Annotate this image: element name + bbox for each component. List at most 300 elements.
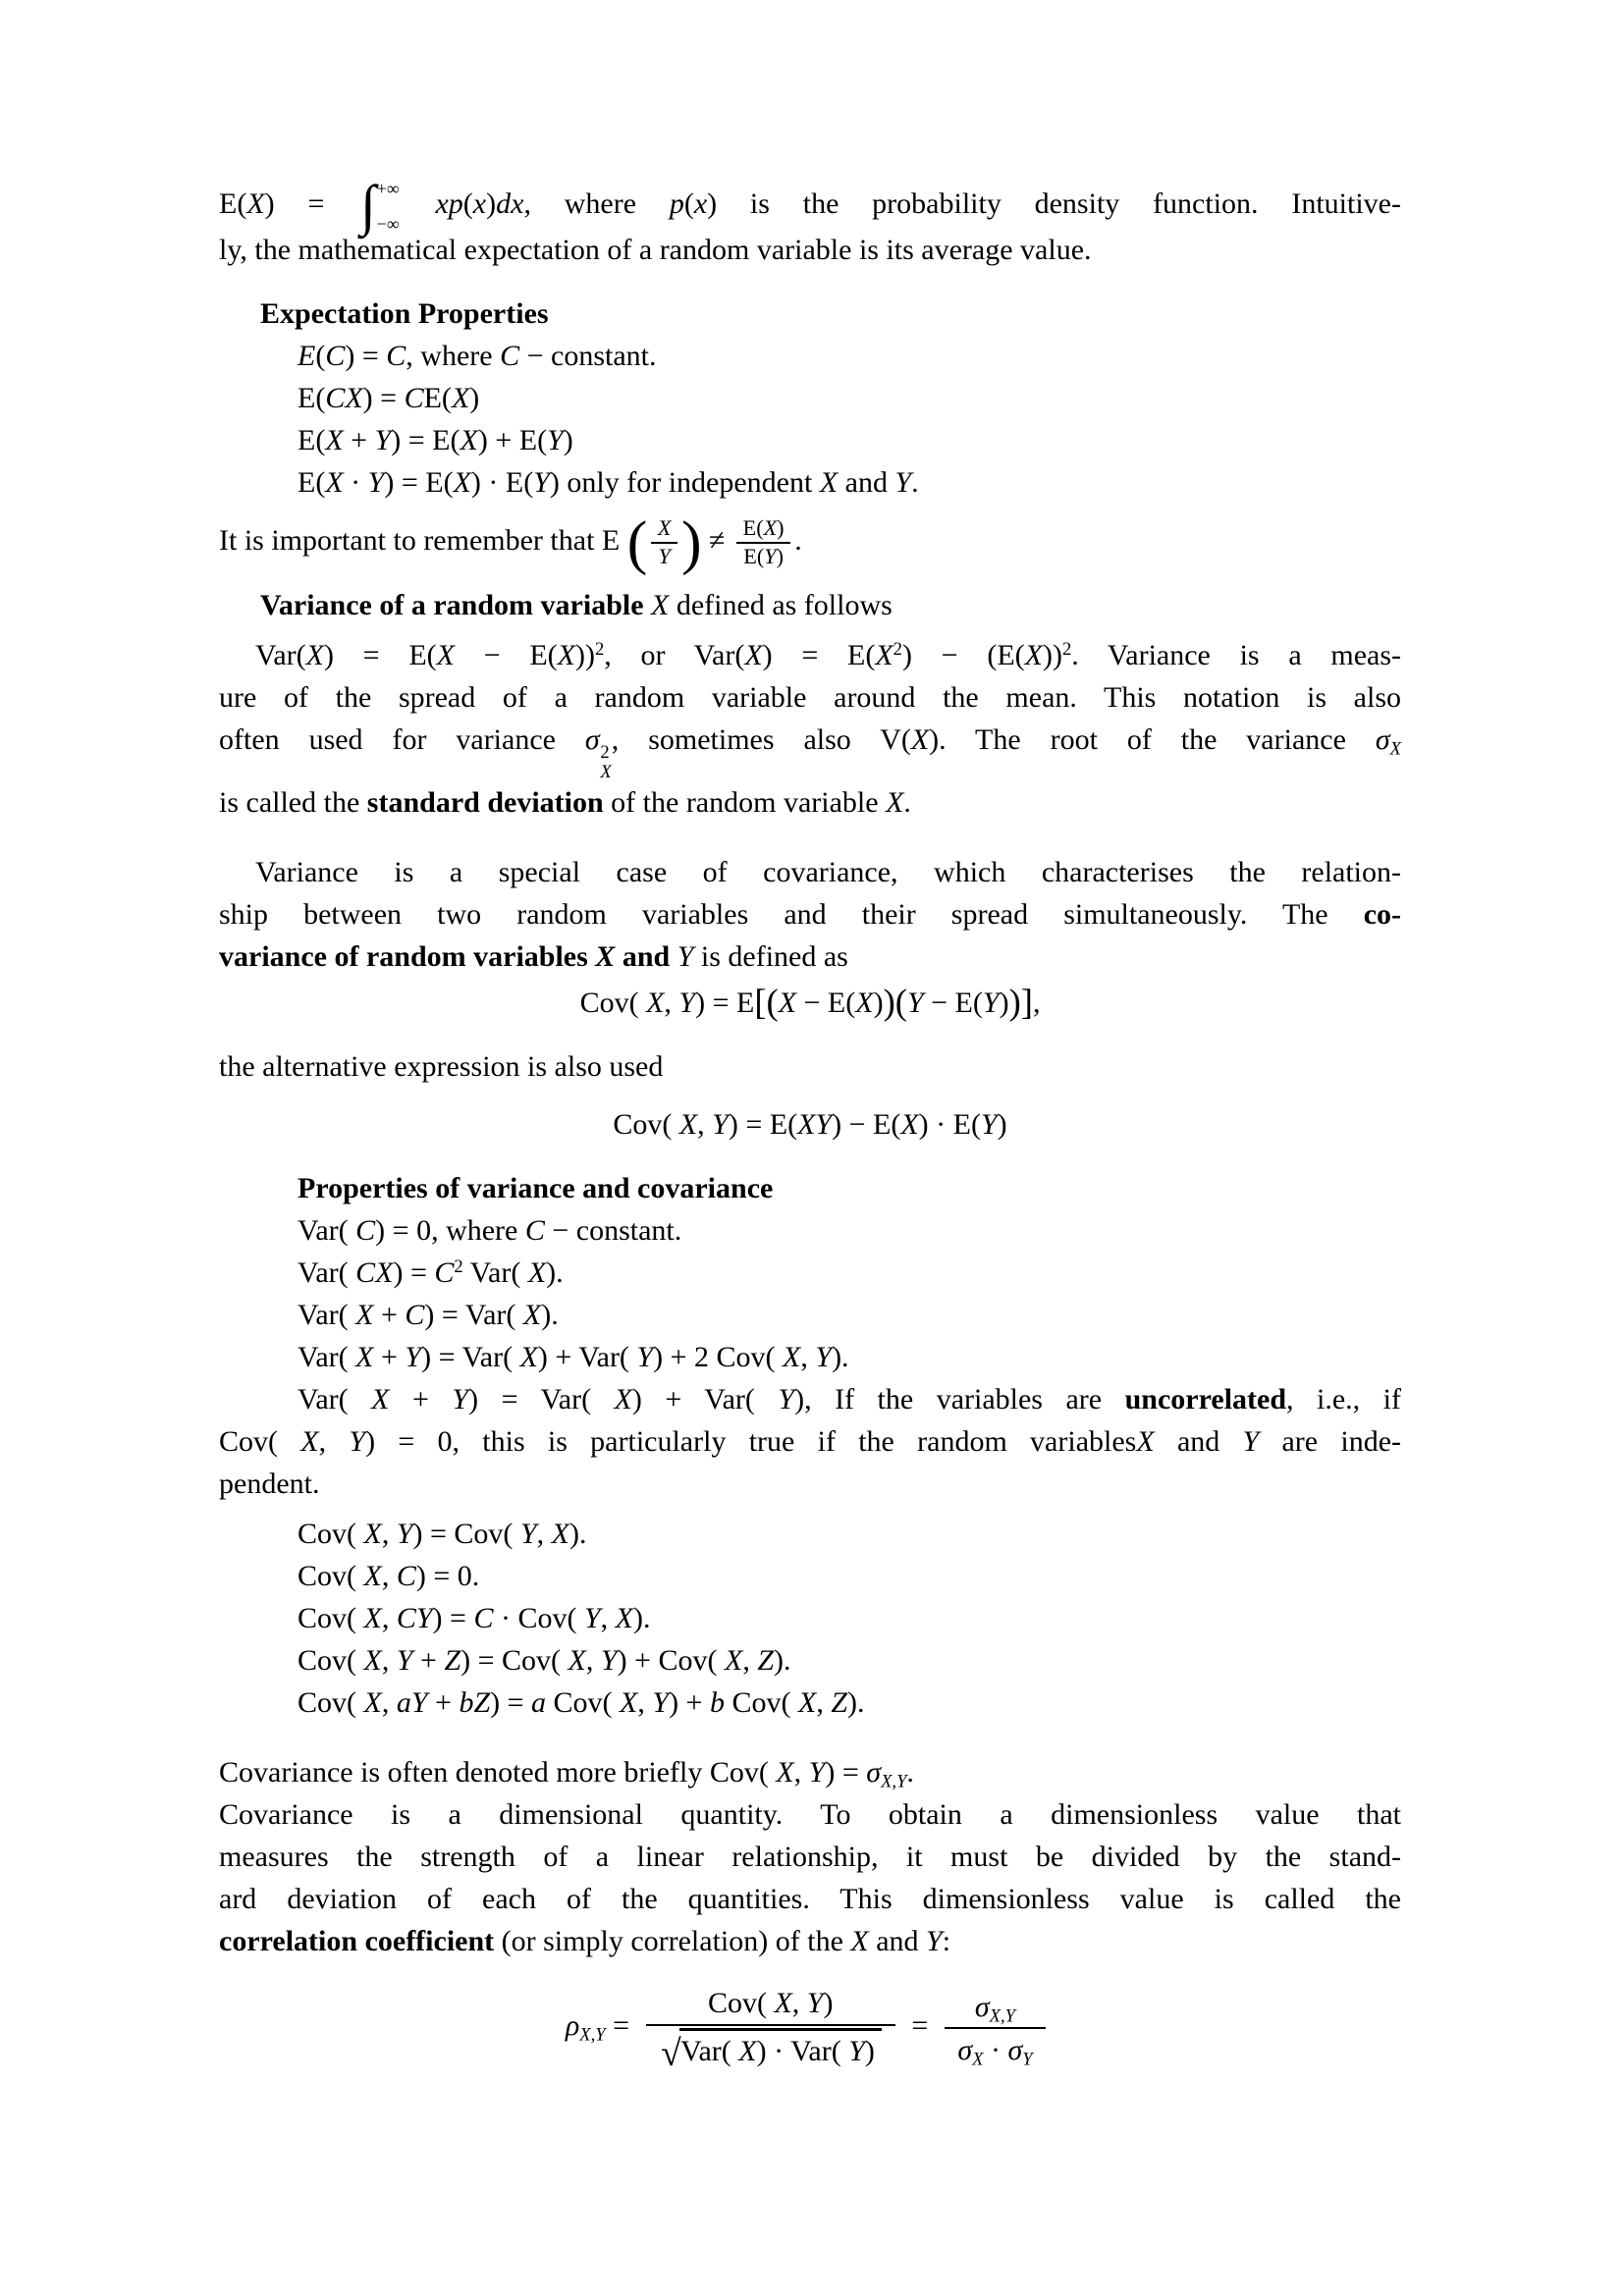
text-run: variance of random variables: [219, 940, 596, 974]
text-run: :: [942, 1925, 951, 1958]
text-run: and: [838, 465, 895, 499]
integral-limits: [376, 179, 400, 235]
text-run: .: [903, 786, 911, 820]
text-run: Var(: [255, 638, 306, 671]
text-run: is defined as: [693, 940, 848, 974]
upper-limit: +∞: [376, 179, 400, 199]
text-run: X: [1389, 738, 1401, 760]
text-run: Cov(: [298, 1686, 364, 1720]
text-run: ,: [585, 1644, 601, 1678]
text-run: X: [363, 1560, 382, 1593]
text-run: ) is the probability density function. Intuitive-: [707, 187, 1401, 220]
text-run: +: [412, 1644, 445, 1678]
text-run: (: [626, 509, 648, 577]
text-run: ) = E(: [728, 1108, 798, 1142]
text-run: Y: [547, 423, 564, 456]
intro-line-2: ly, the mathematical expectation of a random variable is its average value.: [219, 233, 1092, 266]
denominator: [651, 544, 677, 570]
fraction: [646, 1984, 895, 2072]
var-property-uncorrelated-line-3: pendent.: [219, 1468, 320, 1501]
denominator: [646, 2026, 895, 2072]
text-run: ).: [832, 1341, 849, 1374]
text-run: X: [300, 1425, 319, 1459]
text-run: Y: [1022, 2049, 1033, 2070]
text-run: E(: [298, 381, 326, 414]
text-run: X: [744, 638, 763, 671]
var-property-uncorrelated-line-2: [219, 1420, 1401, 1463]
text-run: ,: [742, 1644, 758, 1678]
numerator: [736, 515, 790, 544]
text-run: X: [551, 1518, 569, 1551]
text-run: ) = Var(: [424, 1299, 523, 1332]
text-run: . Variance is a meas-: [1071, 638, 1401, 671]
text-run: 2: [454, 1256, 463, 1278]
text-run: Y: [519, 1518, 537, 1551]
formula-cov-alternative: [219, 1103, 1401, 1146]
text-run: Y: [658, 544, 671, 569]
text-run: , where: [406, 339, 501, 372]
text-run: ) =: [264, 187, 358, 220]
text-run: ) + E(: [477, 423, 548, 456]
text-run: Cov(: [298, 1560, 364, 1593]
text-run: X: [724, 1644, 743, 1678]
text-run: E(: [298, 423, 326, 456]
text-run: σ: [584, 722, 600, 756]
text-run: Y: [1242, 1425, 1260, 1459]
text-run: , sometimes also V(: [611, 722, 911, 756]
text-run: C: [396, 1560, 416, 1593]
text-run: X: [246, 187, 265, 220]
var-property-shift: [298, 1294, 1401, 1336]
text-run: Z: [831, 1686, 847, 1720]
text-run: X: [678, 1108, 698, 1142]
text-run: E(: [298, 465, 326, 499]
text-run: (: [315, 339, 326, 372]
text-run: Y: [815, 1341, 833, 1374]
text-run: p: [669, 187, 684, 220]
correlation-para-line-4: [219, 1920, 1401, 1962]
text-run: ) · E(: [918, 1108, 981, 1142]
formula-e-product: [298, 461, 1401, 504]
text-run: ·: [983, 2034, 1008, 2067]
text-run: ,: [816, 1686, 832, 1720]
text-run: ) = Cov(: [460, 1644, 568, 1678]
text-run: X: [568, 1644, 586, 1678]
text-run: ,: [600, 1602, 616, 1635]
text-run: X: [620, 1686, 638, 1720]
text-run: Y: [396, 1644, 413, 1678]
text-run: (: [462, 187, 473, 220]
text-run: E(: [742, 514, 764, 540]
text-run: ).: [568, 1518, 587, 1551]
text-run: X: [886, 786, 904, 820]
text-run: X: [875, 638, 893, 671]
covariance-para-line-3: [219, 935, 1401, 978]
text-run: is called the: [219, 786, 367, 820]
text-run: X: [1024, 638, 1043, 671]
text-run: ,: [536, 1518, 552, 1551]
text-run: )): [1042, 638, 1062, 671]
text-run: .: [794, 523, 802, 557]
text-run: X: [778, 987, 797, 1020]
text-run: Y: [894, 465, 912, 499]
text-run: X: [657, 514, 672, 540]
text-run: − E(: [796, 987, 856, 1020]
text-run: ).: [546, 1256, 564, 1290]
text-run: Cov(: [546, 1686, 621, 1720]
heading-expectation-properties: Expectation Properties: [260, 296, 549, 330]
text-run: Y: [678, 987, 696, 1020]
text-run: Y: [806, 1987, 824, 2020]
text-run: ): [469, 381, 480, 414]
text-run: ).: [847, 1686, 865, 1720]
text-run: of the random variable: [603, 786, 887, 820]
text-run: ): [873, 987, 884, 1020]
heading-variance: [260, 584, 1401, 626]
text-run: ): [776, 544, 784, 569]
text-run: Z: [444, 1644, 461, 1678]
text-run: X: [595, 940, 616, 974]
text-run: ,: [800, 1341, 816, 1374]
text-run: ) = 0, this is particularly true if the random variables: [365, 1425, 1137, 1459]
text-run: ) + Var(: [631, 1383, 779, 1416]
text-run: X,Y: [989, 2005, 1016, 2027]
text-run: Y: [583, 1602, 601, 1635]
text-run: defined as follows: [669, 588, 893, 621]
numerator: [646, 1984, 895, 2026]
superscript: 2: [600, 742, 610, 764]
text-run: and: [1154, 1425, 1243, 1459]
text-run: X: [460, 423, 478, 456]
text-run: ρ: [565, 2009, 580, 2043]
text-run: ) − (E(: [901, 638, 1025, 671]
text-run: are inde-: [1259, 1425, 1402, 1459]
text-run: ).: [541, 1299, 559, 1332]
text-run: Y: [600, 1644, 618, 1678]
text-run: Y: [367, 465, 385, 499]
text-run: ): [486, 187, 497, 220]
text-run: XY: [797, 1108, 833, 1142]
text-run: X: [776, 1756, 794, 1789]
square-root: [659, 2028, 882, 2074]
text-run: ) =: [393, 1256, 435, 1290]
text-run: bZ: [459, 1686, 491, 1720]
text-run: [: [754, 982, 767, 1023]
text-run: correlation coefficient: [219, 1925, 495, 1958]
text-run: ) + 2 Cov(: [653, 1341, 784, 1374]
text-run: ,: [381, 1560, 397, 1593]
text-run: Y: [652, 1686, 670, 1720]
formula-correlation-coefficient: [219, 1978, 1401, 2072]
text-run: X: [522, 1299, 542, 1332]
text-run: C: [386, 339, 406, 372]
text-run: X: [436, 638, 455, 671]
cov-property-symmetry: [298, 1513, 1401, 1555]
text-run: ). The root of the variance: [929, 722, 1376, 756]
text-run: σ: [866, 1756, 882, 1789]
text-run: Var(: [298, 1214, 356, 1248]
text-run: CX: [355, 1256, 394, 1290]
text-run: Covariance is often denoted more briefly Cov(: [219, 1756, 777, 1789]
text-run: X: [819, 465, 839, 499]
text-run: standard deviation: [366, 786, 604, 820]
cov-property-scale: [298, 1597, 1401, 1639]
text-run: ) = E(: [391, 423, 460, 456]
text-run: (: [766, 982, 779, 1023]
text-run: E(: [423, 381, 452, 414]
alt-expression-line: the alternative expression is also used: [219, 1050, 664, 1084]
formula-e-sum: [298, 419, 1401, 461]
text-run: +: [427, 1686, 460, 1720]
text-run: X: [900, 1108, 919, 1142]
text-run: ≠: [701, 523, 733, 557]
formula-e-constant: [298, 335, 1401, 377]
text-run: =: [903, 2009, 936, 2043]
text-run: X: [355, 1341, 374, 1374]
text-run: Var(: [298, 1299, 356, 1332]
text-run: Y: [349, 1425, 366, 1459]
text-run: ) + Var(: [537, 1341, 637, 1374]
text-run: co-: [1363, 898, 1401, 932]
text-run: ) =: [490, 1686, 532, 1720]
text-run: X: [614, 1383, 632, 1416]
cov-property-additivity: [298, 1639, 1401, 1682]
denominator: [736, 544, 790, 570]
text-run: Y: [980, 1108, 998, 1142]
text-run: , or Var(: [604, 638, 745, 671]
text-run: ) only for independent: [549, 465, 820, 499]
text-run: ) +: [669, 1686, 710, 1720]
subscript: X: [600, 761, 612, 782]
text-run: X: [783, 1341, 801, 1374]
text-run: ,: [793, 1756, 809, 1789]
text-run: Y: [906, 987, 924, 1020]
text-run: Z: [757, 1644, 774, 1678]
text-run: +: [373, 1341, 406, 1374]
text-run: ,: [1032, 987, 1041, 1020]
text-run: Y: [533, 465, 550, 499]
fraction: [651, 515, 677, 570]
text-run: X: [453, 465, 471, 499]
text-run: σ: [957, 2034, 973, 2067]
text-run: [403, 187, 436, 220]
cov-property-linearity: [298, 1682, 1401, 1724]
text-run: x: [472, 187, 487, 220]
text-run: ): [823, 1987, 834, 2020]
variance-para-line-2: ure of the spread of a random variable around the mean. This notation is also: [219, 680, 1401, 714]
text-run: Cov(: [298, 1644, 364, 1678]
text-run: Cov(: [298, 1518, 364, 1551]
text-run: .: [906, 1756, 914, 1789]
text-run: E(: [219, 187, 247, 220]
text-run: Y: [982, 987, 1000, 1020]
text-run: X: [855, 987, 874, 1020]
text-run: X: [371, 1383, 390, 1416]
text-run: 2: [893, 638, 902, 660]
text-run: C: [404, 381, 424, 414]
text-run: Cov(: [579, 987, 647, 1020]
text-run: Var(: [462, 1256, 528, 1290]
text-run: Cov(: [613, 1108, 679, 1142]
text-run: Cov(: [707, 1987, 775, 2020]
variance-para-line-3: [219, 719, 1401, 781]
text-run: X: [738, 2035, 757, 2068]
text-run: X: [363, 1686, 382, 1720]
text-run: 2: [1061, 638, 1072, 660]
heading-properties: Properties of variance and covariance: [298, 1172, 774, 1205]
text-run: C: [524, 1214, 545, 1248]
text-run: ): [997, 1108, 1007, 1142]
text-run: Var(: [298, 1341, 356, 1374]
text-run: +: [373, 1299, 406, 1332]
text-run: and: [615, 940, 677, 974]
text-run: ): [681, 509, 702, 577]
text-run: xp: [435, 187, 463, 220]
text-run: Cov(: [724, 1686, 798, 1720]
text-run: ): [777, 514, 785, 540]
lower-limit: −∞: [376, 214, 400, 235]
text-run: X: [774, 1987, 792, 2020]
integral-sign: ∫: [360, 175, 376, 238]
text-run: (: [683, 187, 694, 220]
covariance-para-line-1: Variance is a special case of covariance, which characterises the relation-: [255, 856, 1401, 889]
text-run: ,: [318, 1425, 350, 1459]
var-property-constant: [298, 1209, 1401, 1252]
text-run: X: [325, 465, 344, 499]
var-property-scale: [298, 1252, 1401, 1294]
correlation-para-line-2: measures the strength of a linear relationship, it must be divided by the stand-: [219, 1841, 1401, 1874]
text-run: X: [363, 1644, 382, 1678]
text-run: ): [563, 423, 573, 456]
var-property-uncorrelated-line-1: [298, 1378, 1401, 1420]
text-run: X: [797, 1686, 817, 1720]
text-run: ,: [381, 1644, 397, 1678]
text-run: (or simply correlation) of the: [494, 1925, 851, 1958]
text-run: +: [343, 423, 375, 456]
text-run: ,: [791, 1987, 807, 2020]
text-run: σ: [974, 1990, 990, 2023]
text-run: ).: [632, 1602, 651, 1635]
text-run: ), If the variables are: [794, 1383, 1125, 1416]
text-run: and: [868, 1925, 927, 1958]
text-run: Y: [848, 2035, 865, 2068]
text-run: ): [999, 987, 1009, 1020]
text-run: It is important to remember that E: [219, 523, 627, 557]
text-run: E: [298, 339, 316, 372]
text-run: ) =: [432, 1602, 474, 1635]
text-run: ·: [343, 465, 368, 499]
text-run: ship between two random variables and their spread simultaneously. The: [219, 898, 1364, 932]
text-run: often used for variance: [219, 722, 585, 756]
variance-para-line-4: [219, 781, 1401, 824]
text-run: Y: [778, 1383, 795, 1416]
text-run: X,Y: [579, 2024, 606, 2046]
formula-e-ratio-warning: [219, 506, 1401, 576]
text-run: ) = E: [695, 987, 755, 1020]
text-run: ).: [774, 1644, 791, 1678]
text-run: Y: [808, 1756, 826, 1789]
text-run: ,: [664, 987, 679, 1020]
text-run: ) = E(: [762, 638, 876, 671]
text-run: ) = 0, where: [375, 1214, 525, 1248]
text-run: X: [615, 1602, 633, 1635]
text-run: ,: [381, 1686, 397, 1720]
text-run: Y: [712, 1108, 729, 1142]
text-run: − constant.: [544, 1214, 682, 1248]
text-run: ) =: [345, 339, 387, 372]
text-run: X: [519, 1341, 538, 1374]
text-run: X: [325, 423, 344, 456]
text-run: Var(: [298, 1383, 372, 1416]
radical-sign: √: [661, 2033, 681, 2074]
text-run: X: [527, 1256, 547, 1290]
text-run: X: [972, 2049, 984, 2070]
text-run: Y: [926, 1925, 943, 1958]
text-run: ): [864, 2035, 875, 2068]
text-run: a: [531, 1686, 547, 1720]
text-run: ]: [1020, 982, 1033, 1023]
brief-notation-line: [219, 1751, 1401, 1793]
text-run: − constant.: [519, 339, 657, 372]
text-run: x: [693, 187, 708, 220]
text-run: 2: [594, 638, 605, 660]
fraction: [736, 515, 790, 570]
text-run: ) = Var(: [421, 1341, 520, 1374]
text-run: X: [363, 1518, 382, 1551]
text-run: ,: [381, 1518, 397, 1551]
text-run: ) · Var(: [756, 2035, 849, 2068]
covariance-para-line-2: [219, 893, 1401, 935]
text-run: =: [605, 2009, 637, 2043]
text-run: ) = Cov(: [412, 1518, 520, 1551]
numerator: [651, 515, 677, 544]
text-run: ) =: [825, 1756, 867, 1789]
text-run: − E(: [923, 987, 983, 1020]
text-run: C: [434, 1256, 455, 1290]
intro-line-1: [219, 175, 1401, 238]
correlation-para-line-1: Covariance is a dimensional quantity. To obtain a dimensionless value that: [219, 1798, 1401, 1832]
text-run: ): [1008, 982, 1021, 1023]
text-run: ) =: [362, 381, 405, 414]
text-run: C: [405, 1299, 425, 1332]
text-run: Cov(: [219, 1425, 301, 1459]
text-run: X: [557, 638, 575, 671]
text-run: Y: [374, 423, 392, 456]
text-run: X,Y: [881, 1771, 907, 1792]
denominator: [945, 2029, 1046, 2069]
variance-para-line-1: [219, 634, 1401, 676]
text-run: C: [500, 339, 520, 372]
text-run: uncorrelated: [1124, 1383, 1287, 1416]
text-run: ,: [697, 1108, 713, 1142]
text-run: X: [451, 381, 470, 414]
text-run: X: [850, 1925, 869, 1958]
text-run: ,: [381, 1602, 397, 1635]
cov-property-constant: [298, 1555, 1401, 1597]
text-run: Y: [764, 544, 777, 569]
radicand: [679, 2028, 883, 2070]
text-run: Variance of a random variable: [260, 588, 652, 621]
text-run: , where: [523, 187, 670, 220]
text-run: ) = 0.: [415, 1560, 480, 1593]
text-run: CX: [325, 381, 363, 414]
text-run: X: [646, 987, 665, 1020]
text-run: σ: [1007, 2034, 1023, 2067]
formula-e-scale: [298, 377, 1401, 419]
numerator: [945, 1988, 1046, 2030]
text-run: · Cov(: [493, 1602, 584, 1635]
integral: [360, 175, 400, 238]
